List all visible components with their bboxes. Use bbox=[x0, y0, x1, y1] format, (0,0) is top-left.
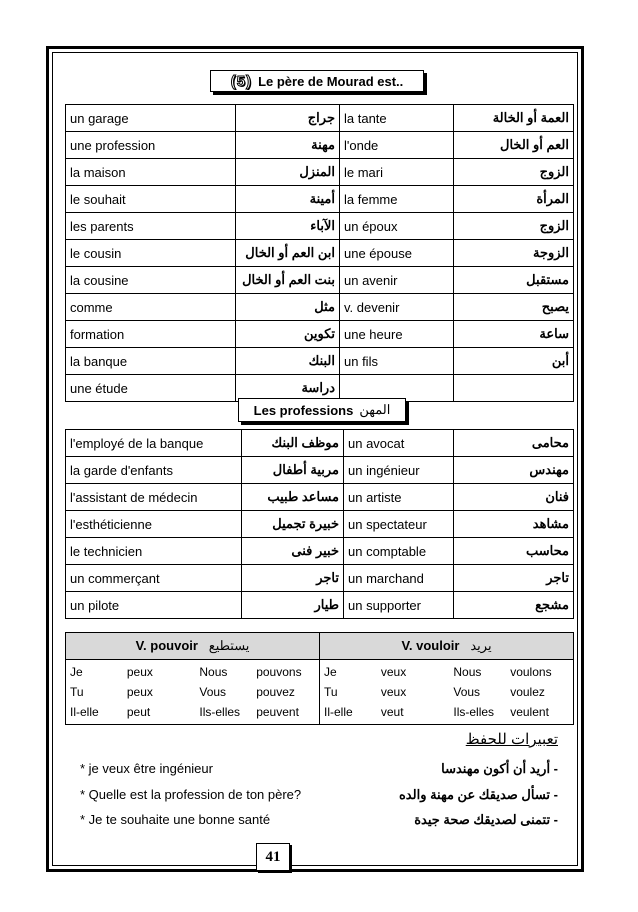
expression-fr-1: * je veux être ingénieur bbox=[80, 761, 213, 776]
pronoun: Il-elle bbox=[324, 705, 353, 719]
arabic-term: أبن bbox=[454, 348, 574, 375]
vouloir-title-ar: يريد bbox=[470, 638, 492, 653]
section-title-box bbox=[210, 70, 424, 92]
french-term: un avocat bbox=[344, 430, 454, 457]
arabic-term: فنان bbox=[454, 484, 574, 511]
expression-fr-2: * Quelle est la profession de ton père? bbox=[80, 787, 302, 802]
verb-form: pouvez bbox=[256, 685, 295, 699]
french-term: formation bbox=[66, 321, 236, 348]
pronoun: Vous bbox=[453, 685, 481, 699]
professions-title-fr: Les professions bbox=[253, 402, 354, 418]
profession-row bbox=[66, 538, 574, 565]
profession-row bbox=[66, 565, 574, 592]
conjugation-row bbox=[70, 702, 315, 722]
french-term: un pilote bbox=[66, 592, 242, 619]
french-term: le souhait bbox=[66, 186, 236, 213]
arabic-term: خبيرة تجميل bbox=[242, 511, 344, 538]
arabic-term: مشجع bbox=[454, 592, 574, 619]
french-term: un spectateur bbox=[344, 511, 454, 538]
arabic-term: ساعة bbox=[454, 321, 574, 348]
french-term: la banque bbox=[66, 348, 236, 375]
arabic-term: مهنة bbox=[236, 132, 340, 159]
arabic-term: تاجر bbox=[242, 565, 344, 592]
arabic-term: العم أو الخال bbox=[454, 132, 574, 159]
arabic-term: ابن العم أو الخال bbox=[236, 240, 340, 267]
french-term: une épouse bbox=[340, 240, 454, 267]
vocab-row bbox=[66, 240, 574, 267]
professions-table bbox=[65, 429, 574, 619]
french-term: le technicien bbox=[66, 538, 242, 565]
french-term: les parents bbox=[66, 213, 236, 240]
pouvoir-title-fr: V. pouvoir bbox=[135, 638, 198, 653]
vocab-row bbox=[66, 294, 574, 321]
arabic-term: أمينة bbox=[236, 186, 340, 213]
verb-form: voulez bbox=[510, 685, 545, 699]
vocab-row bbox=[66, 267, 574, 294]
arabic-term: دراسة bbox=[236, 375, 340, 402]
conjugation-row bbox=[324, 702, 569, 722]
arabic-term: الآباء bbox=[236, 213, 340, 240]
french-term: un ingénieur bbox=[344, 457, 454, 484]
arabic-term: محامى bbox=[454, 430, 574, 457]
arabic-term: بنت العم أو الخال bbox=[236, 267, 340, 294]
pronoun: Il-elle bbox=[70, 705, 99, 719]
french-term: un fils bbox=[340, 348, 454, 375]
french-term: une heure bbox=[340, 321, 454, 348]
verb-form: peux bbox=[126, 665, 153, 679]
vocabulary-table-1 bbox=[65, 104, 574, 402]
pouvoir-conjugation bbox=[66, 660, 320, 725]
arabic-term: البنك bbox=[236, 348, 340, 375]
arabic-term: مربية أطفال bbox=[242, 457, 344, 484]
french-term: une étude bbox=[66, 375, 236, 402]
arabic-term: العمة أو الخالة bbox=[454, 105, 574, 132]
lesson-title: Le père de Mourad est.. bbox=[258, 73, 404, 89]
vocab-row bbox=[66, 159, 574, 186]
arabic-term: مثل bbox=[236, 294, 340, 321]
french-term: l'employé de la banque bbox=[66, 430, 242, 457]
verb-form: veulent bbox=[510, 705, 549, 719]
vocab-row bbox=[66, 186, 574, 213]
expressions-title: تعبيرات للحفظ bbox=[465, 731, 558, 748]
french-term: un comptable bbox=[344, 538, 454, 565]
verb-form: pouvons bbox=[256, 665, 302, 679]
arabic-term: تكوين bbox=[236, 321, 340, 348]
conjugation-row bbox=[70, 682, 315, 702]
french-term: le mari bbox=[340, 159, 454, 186]
pouvoir-title-ar: يستطيع bbox=[208, 638, 250, 653]
arabic-term: جراج bbox=[236, 105, 340, 132]
arabic-term: طيار bbox=[242, 592, 344, 619]
expression-ar-1: - أريد أن أكون مهندسا bbox=[441, 761, 558, 776]
arabic-term: خبير فنى bbox=[242, 538, 344, 565]
verb-form: voulons bbox=[510, 665, 552, 679]
french-term: un avenir bbox=[340, 267, 454, 294]
french-term: la femme bbox=[340, 186, 454, 213]
expression-fr-3: * Je te souhaite une bonne santé bbox=[80, 812, 271, 827]
verb-form: veux bbox=[380, 665, 407, 679]
page-number: 41 bbox=[256, 843, 290, 871]
french-term: comme bbox=[66, 294, 236, 321]
pronoun: Ils-elles bbox=[453, 705, 495, 719]
vocab-row bbox=[66, 348, 574, 375]
vocab-row bbox=[66, 321, 574, 348]
profession-row bbox=[66, 511, 574, 538]
profession-row bbox=[66, 484, 574, 511]
vocab-row bbox=[66, 132, 574, 159]
arabic-term bbox=[454, 375, 574, 402]
french-term: un commerçant bbox=[66, 565, 242, 592]
conjugation-row bbox=[70, 662, 315, 682]
french-term: une profession bbox=[66, 132, 236, 159]
professions-title-box bbox=[238, 398, 406, 422]
verb-form: peut bbox=[126, 705, 151, 719]
french-term: le cousin bbox=[66, 240, 236, 267]
conjugation-row bbox=[324, 662, 569, 682]
arabic-term: المنزل bbox=[236, 159, 340, 186]
french-term: un artiste bbox=[344, 484, 454, 511]
arabic-term: مساعد طبيب bbox=[242, 484, 344, 511]
verb-form: peux bbox=[126, 685, 153, 699]
pronoun: Ils-elles bbox=[199, 705, 241, 719]
pronoun: Je bbox=[70, 665, 83, 679]
french-term: la cousine bbox=[66, 267, 236, 294]
french-term: un marchand bbox=[344, 565, 454, 592]
verb-form: veux bbox=[380, 685, 407, 699]
profession-row bbox=[66, 457, 574, 484]
pouvoir-header bbox=[66, 633, 320, 660]
arabic-term: مهندس bbox=[454, 457, 574, 484]
arabic-term: الزوج bbox=[454, 213, 574, 240]
arabic-term: مستقبل bbox=[454, 267, 574, 294]
vouloir-header bbox=[320, 633, 574, 660]
arabic-term: المرأة bbox=[454, 186, 574, 213]
vocab-row bbox=[66, 213, 574, 240]
french-term: un supporter bbox=[344, 592, 454, 619]
vouloir-title-fr: V. vouloir bbox=[401, 638, 460, 653]
arabic-term: الزوج bbox=[454, 159, 574, 186]
conjugation-table bbox=[65, 632, 574, 725]
arabic-term: تاجر bbox=[454, 565, 574, 592]
expression-ar-2: - تسأل صديقك عن مهنة والده bbox=[398, 787, 558, 802]
french-term: un époux bbox=[340, 213, 454, 240]
french-term: un garage bbox=[66, 105, 236, 132]
pronoun: Nous bbox=[199, 665, 228, 679]
french-term: la maison bbox=[66, 159, 236, 186]
pronoun: Tu bbox=[70, 685, 84, 699]
pronoun: Je bbox=[324, 665, 337, 679]
vouloir-conjugation bbox=[320, 660, 574, 725]
vocab-row bbox=[66, 105, 574, 132]
arabic-term: يصبح bbox=[454, 294, 574, 321]
french-term: l'onde bbox=[340, 132, 454, 159]
professions-title-ar: المهن bbox=[359, 402, 391, 417]
lesson-number: (5) bbox=[230, 72, 253, 90]
arabic-term: محاسب bbox=[454, 538, 574, 565]
verb-form: peuvent bbox=[256, 705, 299, 719]
french-term: la tante bbox=[340, 105, 454, 132]
pronoun: Tu bbox=[324, 685, 338, 699]
arabic-term: موظف البنك bbox=[242, 430, 344, 457]
expression-ar-3: - تتمنى لصديقك صحة جيدة bbox=[414, 812, 558, 827]
pronoun: Nous bbox=[453, 665, 482, 679]
conjugation-row bbox=[324, 682, 569, 702]
arabic-term: مشاهد bbox=[454, 511, 574, 538]
french-term: l'assistant de médecin bbox=[66, 484, 242, 511]
french-term: l'esthéticienne bbox=[66, 511, 242, 538]
french-term: v. devenir bbox=[340, 294, 454, 321]
arabic-term: الزوجة bbox=[454, 240, 574, 267]
profession-row bbox=[66, 430, 574, 457]
profession-row bbox=[66, 592, 574, 619]
verb-form: veut bbox=[380, 705, 404, 719]
french-term: la garde d'enfants bbox=[66, 457, 242, 484]
pronoun: Vous bbox=[199, 685, 227, 699]
